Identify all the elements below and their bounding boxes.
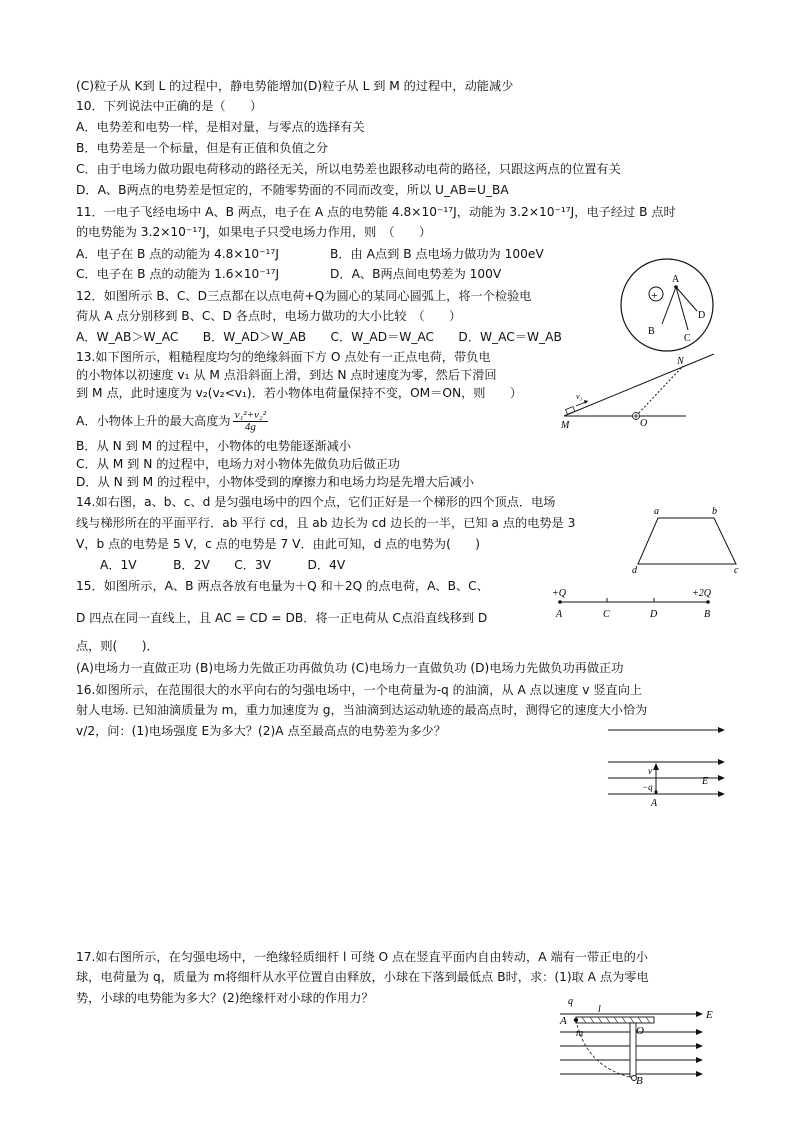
option-line: A．电势差和电势一样，是相对量，与零点的选择有关: [76, 120, 365, 134]
point-d-label: D: [650, 609, 658, 620]
question-16-title: 16.如图所示，在范围很大的水平向右的匀强电场中，一个电荷量为-q 的油滴，从 A 点以速度 v 竖直向上: [76, 683, 643, 697]
text-line: 到 M 点，此时速度为 v₂(v₂<v₁)．若小物体电荷量保持不变，OM＝ON，则 ）: [76, 386, 523, 400]
option-line: C．电子在 B 点的动能为 1.6×10⁻¹⁷J: [76, 267, 280, 281]
question-13-title: 13.如下图所示，粗糙程度均匀的绝缘斜面下方 O 点处有一正点电荷，带负电: [76, 350, 491, 364]
point-m-label: M: [561, 420, 570, 431]
pivot-o-label: O: [636, 1025, 644, 1037]
point-a-label: A: [672, 274, 680, 285]
text-line: 点，则( )．: [76, 639, 159, 653]
option-line: D．A、B两点的电势差是恒定的，不随零势面的不同而改变，所以 U_AB=U_BA: [76, 183, 509, 197]
point-b-label: B: [704, 609, 711, 620]
point-b-label: B: [636, 1075, 643, 1084]
rod-l-label: l: [598, 1004, 601, 1015]
velocity-v-label: v: [648, 766, 652, 776]
point-a-label: a: [654, 506, 659, 517]
question-17-title: 17.如右图所示，在匀强电场中，一绝缘轻质细杆 l 可绕 O 点在竖直平面内自由转动，A 端有一带正电的小: [76, 950, 648, 964]
point-o-label: O: [640, 418, 648, 429]
charge-minus-q-label: −q: [642, 782, 653, 792]
option-line: D．A、B两点间电势差为 100V: [330, 267, 502, 281]
option-line: C．从 M 到 N 的过程中，电场力对小物体先做负功后做正功: [76, 457, 400, 471]
text-line: 势，小球的电势能为多大？(2)绝缘杆对小球的作用力？: [76, 991, 374, 1005]
point-a-label: A: [651, 798, 658, 809]
charge-line-figure: [548, 586, 728, 622]
fraction-numerator: v₁²+v₂²: [234, 409, 267, 421]
text-line: V，b 点的电势是 5 V，c 点的电势是 7 V．由此可知，d 点的电势为( ): [76, 537, 481, 551]
text-line: 的小物体以初速度 v₁ 从 M 点沿斜面上滑，到达 N 点时速度为零，然后下滑回: [76, 368, 497, 382]
text-line: 荷从 A 点分别移到 B、C、D 各点时，电场力做功的大小比较 （ ）: [76, 309, 462, 323]
text-line: 球，电荷量为 q，质量为 m将细杆从水平位置自由释放，小球在下落到最低点 B时，求：(1)取 A 点为零电: [76, 970, 649, 984]
point-a-label: A: [560, 1015, 567, 1027]
option-text: A．小物体上升的最大高度为: [76, 414, 231, 428]
charge-plus-q-label: +Q: [552, 588, 566, 599]
question-11-title: 11．一电子飞经电场中 A、B 两点，电子在 A 点的电势能 4.8×10⁻¹⁷J，动能为 3.2×10⁻¹⁷J，电子经过 B 点时: [76, 205, 676, 219]
option-line: B．电势差是一个标量，但是有正值和负值之分: [76, 141, 329, 155]
field-e-label: E: [706, 1009, 713, 1021]
point-n-label: N: [677, 356, 684, 367]
option-line: B．从 N 到 M 的过程中，小物体的电势能逐渐减小: [76, 439, 352, 453]
text-line: (C)粒子从 K到 L 的过程中，静电势能增加(D)粒子从 L 到 M 的过程中，动能减少: [76, 79, 514, 93]
text-line: v/2，问：(1)电场强度 E为多大？(2)A 点至最高点的电势差为多少？: [76, 724, 446, 738]
field-e-label: E: [702, 776, 709, 787]
point-c-label: C: [603, 609, 610, 620]
text-line: D 四点在同一直线上，且 AC = CD = DB．将一正电荷从 C点沿直线移到 D: [76, 611, 488, 625]
uniform-field-figure: [604, 722, 728, 812]
velocity-v1-label: v₁: [576, 392, 583, 401]
option-line: C．由于电场力做功跟电荷移动的路径无关，所以电势差也跟移动电荷的路径，只跟这两点的位置有关: [76, 162, 621, 176]
text-line: 射人电场. 已知油滴质量为 m，重力加速度为 g，当油滴到达运动轨迹的最高点时，测得它的速度大小恰为: [76, 703, 648, 717]
mass-m-label: m: [576, 1028, 584, 1039]
option-line: A．1V B．2V C．3V D．4V: [100, 558, 346, 572]
rod-pendulum-figure: [556, 994, 722, 1084]
option-line: A．W_AB＞W_AC B．W_AD＞W_AB C．W_AD＝W_AC D．W_AC＝W_AB: [76, 330, 562, 344]
option-line: D．从 N 到 M 的过程中，小物体受到的摩擦力和电场力均是先增大后减小: [76, 475, 474, 489]
point-c-label: c: [734, 565, 739, 574]
option-line: A．电子在 B 点的动能为 4.8×10⁻¹⁷J: [76, 247, 279, 261]
charge-q-label: q: [568, 996, 573, 1007]
trapezoid-figure: [628, 504, 744, 574]
question-14-title: 14.如右图，a、b、c、d 是匀强电场中的四个点，它们正好是一个梯形的四个顶点．电场: [76, 495, 556, 509]
text-line: 线与梯形所在的平面平行．ab 平行 cd，且 ab 边长为 cd 边长的一半，已知 a 点的电势是 3: [76, 516, 576, 530]
point-d-label: d: [632, 565, 637, 574]
incline-figure: [556, 352, 722, 432]
option-line: [76, 410, 268, 433]
plus-charge-label: +: [651, 288, 658, 302]
charge-plus-2q-label: +2Q: [692, 588, 711, 599]
point-a-label: A: [556, 609, 563, 620]
question-12-title: 12．如图所示 B、C、D三点都在以点电荷+Q为圆心的某同心圆弧上，将一个检验电: [76, 289, 532, 303]
fraction: [233, 410, 268, 433]
point-b-label: b: [712, 506, 717, 517]
option-line: (A)电场力一直做正功 (B)电场力先做正功再做负功 (C)电场力一直做负功 (D)电场力先做负功再做正功: [76, 661, 624, 675]
point-d-label: D: [698, 310, 706, 321]
fraction-denominator: 4g: [244, 421, 256, 433]
point-b-label: B: [648, 326, 655, 337]
point-c-label: C: [684, 333, 691, 344]
concentric-circle-figure: [612, 256, 732, 356]
question-15-title: 15．如图所示，A、B 两点各放有电量为＋Q 和＋2Q 的点电荷，A、B、C、: [76, 579, 489, 593]
option-line: B．由 A点到 B 点电场力做功为 100eV: [330, 247, 544, 261]
text-line: 的电势能为 3.2×10⁻¹⁷J，如果电子只受电场力作用，则 （ ）: [76, 225, 432, 239]
question-10-title: 10．下列说法中正确的是（ ）: [76, 99, 263, 113]
